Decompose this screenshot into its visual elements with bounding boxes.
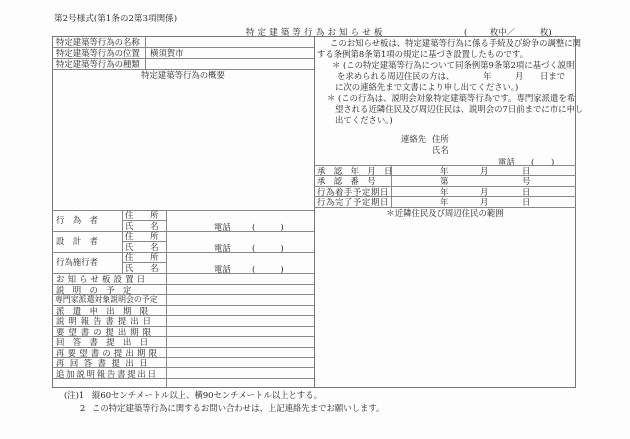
contact-name-label: 氏名 — [432, 145, 449, 155]
party-contractor-name-label: 氏 名 — [125, 263, 159, 273]
party-designer-phone-field[interactable]: ( ) — [252, 243, 284, 253]
divider — [122, 210, 123, 273]
notice-star2-line-2: 望される近隣住民及び周辺住民は、説明会の7日前までに市に申し — [335, 104, 584, 114]
party-actor-address-label: 住 所 — [125, 210, 159, 220]
type-label: 特定建築等行為の種類 — [56, 59, 140, 69]
divider — [52, 210, 314, 211]
schedule-label-request-deadline: 要望書の提出期限 — [56, 327, 155, 337]
schedule-value-dispatch-deadline[interactable] — [168, 307, 313, 315]
schedule-value-expert-meeting[interactable] — [168, 296, 313, 305]
schedule-value-additional-report[interactable] — [168, 370, 313, 378]
footnote-1-text: 縦60センチメートル以上、横90センチメートル以上とする。 — [92, 390, 323, 400]
schedule-value-report-submitted[interactable] — [168, 317, 313, 326]
notice-star1-day: 日まで — [540, 71, 566, 81]
footnote-1-number: (注)1 — [64, 390, 85, 400]
notice-line-2: する条例第8条第1項の規定に基づき設置したものです。 — [317, 49, 528, 59]
sheet-count-close: 枚) — [540, 27, 552, 37]
party-role-actor — [56, 216, 118, 224]
party-role-contractor: 行為施行者 — [56, 257, 98, 267]
schedule-value-answer-submitted[interactable] — [168, 338, 313, 347]
approval-date-label: 承 認 年 月 日 — [317, 166, 393, 176]
sheet-count-open: ( — [464, 27, 468, 37]
neighbor-range-header: ＊近隣住民及び周辺住民の範囲 — [386, 208, 504, 218]
schedule-value-rerequest-deadline[interactable] — [168, 349, 313, 357]
name-label: 特定建築等行為の名称 — [56, 37, 140, 47]
approval-number-label: 承 認 番 号 — [317, 176, 376, 186]
approval-number-suffix: 号 — [522, 176, 531, 186]
divider — [166, 210, 167, 388]
schedule-label-report-submitted: 説明報告書提出日 — [56, 316, 155, 326]
location-label: 特定建築等行為の位置 — [56, 48, 140, 58]
notice-star1-line-3: に次の連絡先まで文書により申し出てください。) — [335, 82, 519, 92]
completion-date-year: 年 — [440, 197, 449, 207]
party-designer-address-label: 住 所 — [125, 231, 159, 241]
form-number: 第2号様式(第1条の2第3項関係) — [54, 14, 178, 24]
schedule-value-notice-installed[interactable] — [168, 275, 313, 284]
notice-line-1: このお知らせ板は、特定建築等行為に係る手続及び紛争の調整に関 — [330, 38, 581, 48]
notice-star1-line-2: を求められる周辺住民の方は、 — [337, 71, 455, 81]
approval-date-year: 年 — [440, 166, 449, 176]
schedule-label-rerequest-deadline: 再要望書の提出期限 — [56, 348, 161, 358]
type-value[interactable] — [150, 60, 310, 69]
neighbor-range-area[interactable] — [316, 220, 574, 386]
schedule-label-answer-submitted: 回 答 書 提 出 日 — [56, 337, 149, 347]
completion-date-label: 行為完了予定期日 — [317, 197, 389, 207]
notice-star2-line-3: 出てください。) — [335, 115, 393, 125]
start-date-year: 年 — [440, 187, 449, 197]
divider — [145, 36, 146, 69]
party-actor-phone-field[interactable]: ( ) — [252, 222, 284, 232]
role-text: 行 為 者 — [56, 215, 98, 225]
schedule-label-expert-meeting: 専門家派遣対象説明会の予定 — [55, 295, 158, 304]
approval-date-day: 日 — [522, 166, 531, 176]
party-designer-name-label: 氏 名 — [125, 242, 159, 252]
name-value[interactable] — [150, 38, 310, 47]
schedule-label-explanation: 説 明 の 予 定 — [56, 285, 132, 295]
start-date-month: 月 — [480, 187, 489, 197]
notice-star1-month: 月 — [515, 71, 524, 81]
page-title: 特 定 建 築 等 行 為 お 知 ら せ 板 — [246, 27, 383, 37]
party-contractor-address-label: 住 所 — [125, 252, 159, 262]
notice-star1-year: 年 — [483, 71, 492, 81]
schedule-label-reanswer-submitted: 再回答書提出日 — [56, 358, 154, 368]
schedule-label-additional-report: 追加説明報告書提出日 — [56, 369, 158, 379]
completion-date-day: 日 — [522, 197, 531, 207]
location-value[interactable]: 横須賀市 — [150, 48, 184, 58]
completion-date-month: 月 — [480, 197, 489, 207]
party-role-designer: 設 計 者 — [56, 236, 98, 246]
party-designer-phone-label: 電話 — [214, 243, 231, 253]
schedule-value-reanswer-submitted[interactable] — [168, 359, 313, 367]
party-actor-name-label: 氏 名 — [125, 221, 159, 231]
overview-area[interactable] — [53, 82, 313, 209]
schedule-value-explanation[interactable] — [168, 286, 313, 294]
approval-date-month: 月 — [480, 166, 489, 176]
contact-address-label: 住所 — [432, 134, 449, 144]
sheet-count-of: 枚中／ — [490, 27, 516, 37]
schedule-label-notice-installed: お知らせ板設置日 — [56, 274, 149, 284]
contact-label: 連絡先 — [401, 134, 427, 144]
notice-star2-line-1: ＊ (この行為は、説明会対象特定建築等行為です。専門家派遣を希 — [327, 93, 576, 103]
notice-star1-line-1: ＊ (この特定建築等行為について同条例第9条第2項に基づく説明 — [332, 60, 575, 70]
schedule-label-dispatch-deadline: 派 遣 申 出 期 限 — [56, 306, 149, 316]
approval-number-prefix: 第 — [440, 176, 449, 186]
start-date-label: 行為着手予定期日 — [317, 187, 389, 197]
start-date-day: 日 — [522, 187, 531, 197]
schedule-value-request-deadline[interactable] — [168, 328, 313, 336]
party-contractor-phone-label: 電話 — [214, 264, 231, 274]
party-actor-phone-label: 電話 — [214, 222, 231, 232]
contact-phone-label: 電話 — [498, 157, 515, 167]
footnote-2-text: この特定建築等行為に関するお問い合わせは、上記連絡先までお願いします。 — [92, 403, 385, 413]
contact-phone-field[interactable]: ( ) — [531, 157, 555, 167]
footnote-2-number: 2 — [80, 403, 86, 413]
overview-header: 特定建築等行為の概要 — [141, 70, 225, 80]
party-contractor-phone-field[interactable]: ( ) — [252, 264, 284, 274]
